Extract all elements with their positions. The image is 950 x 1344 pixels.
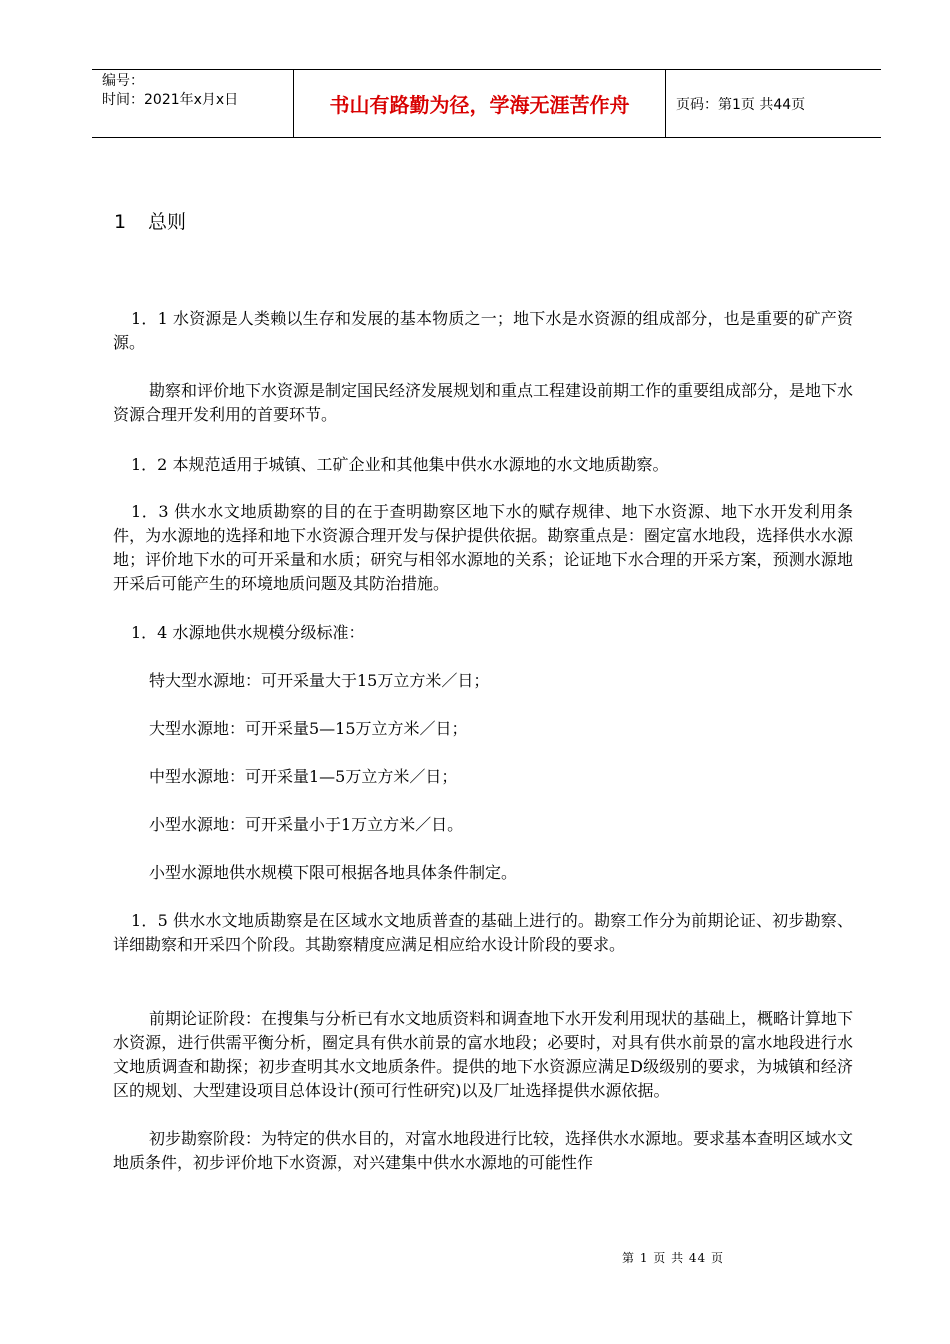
scale-small: 小型水源地：可开采量小于1万立方米／日。	[149, 815, 464, 834]
paragraph-1-3: 1．3 供水水文地质勘察的目的在于查明勘察区地下水的赋存规律、地下水资源、地下水开发利用条件，为水源地的选择和地下水资源合理开发与保护提供依据。勘察重点是：圈定富水地段，选择供水水源地；评价地下水的可开采量和水质；研究与相邻水源地的关系；论证地下水合理的开采方案，预测水源地开采后可能产生的环境地质问题及其防治措施。	[113, 502, 853, 593]
scale-extra-large: 特大型水源地：可开采量大于15万立方米／日；	[149, 671, 490, 690]
section-number: 1	[114, 211, 127, 233]
section-heading	[114, 207, 186, 234]
stage-preliminary-argument: 前期论证阶段：在搜集与分析已有水文地质资料和调查地下水开发利用现状的基础上，概略计算地下水资源，进行供需平衡分析，圈定具有供水前景的富水地段；必要时，对具有供水前景的富水地段进行水文地质调查和勘探；初步查明其水文地质条件。提供的地下水资源应满足D级级别的要求，为城镇和经济区的规划、大型建设项目总体设计(预可行性研究)以及厂址选择提供水源依据。	[113, 1009, 854, 1100]
scale-medium: 中型水源地：可开采量1—5万立方米／日；	[149, 767, 458, 786]
document-number-label: 编号：	[102, 73, 144, 89]
paragraph-1-1: 1．1 水资源是人类赖以生存和发展的基本物质之一；地下水是水资源的组成部分，也是重要的矿产资源。	[113, 309, 853, 352]
header-page-cell	[666, 70, 881, 137]
header-table	[92, 69, 881, 138]
paragraph-1-1-cont: 勘察和评价地下水资源是制定国民经济发展规划和重点工程建设前期工作的重要组成部分，是地下水资源合理开发利用的首要环节。	[113, 381, 854, 424]
document-body	[113, 307, 853, 1175]
stage-initial-survey: 初步勘察阶段：为特定的供水目的，对富水地段进行比较，选择供水水源地。要求基本查明区域水文地质条件，初步评价地下水资源，对兴建集中供水水源地的可能性作	[113, 1129, 854, 1172]
scale-lower-limit: 小型水源地供水规模下限可根据各地具体条件制定。	[149, 863, 518, 882]
header-motto-cell	[293, 70, 666, 137]
paragraph-1-4: 1．4 水源地供水规模分级标准：	[131, 623, 365, 642]
document-time-label: 时间：2021年x月x日	[102, 92, 239, 108]
paragraph-1-2: 1．2 本规范适用于城镇、工矿企业和其他集中供水水源地的水文地质勘察。	[131, 455, 669, 474]
page-footer: 第 1 页 共 44 页	[622, 1251, 724, 1265]
header-motto: 书山有路勤为径，学海无涯苦作舟	[329, 93, 630, 117]
scale-large: 大型水源地：可开采量5—15万立方米／日；	[149, 719, 468, 738]
section-title: 总则	[148, 211, 187, 233]
header-meta-cell	[92, 70, 293, 137]
paragraph-1-5: 1．5 供水水文地质勘察是在区域水文地质普查的基础上进行的。勘察工作分为前期论证、初步勘察、详细勘察和开采四个阶段。其勘察精度应满足相应给水设计阶段的要求。	[113, 911, 853, 954]
header-page-label: 页码：第1页 共44页	[676, 96, 806, 113]
